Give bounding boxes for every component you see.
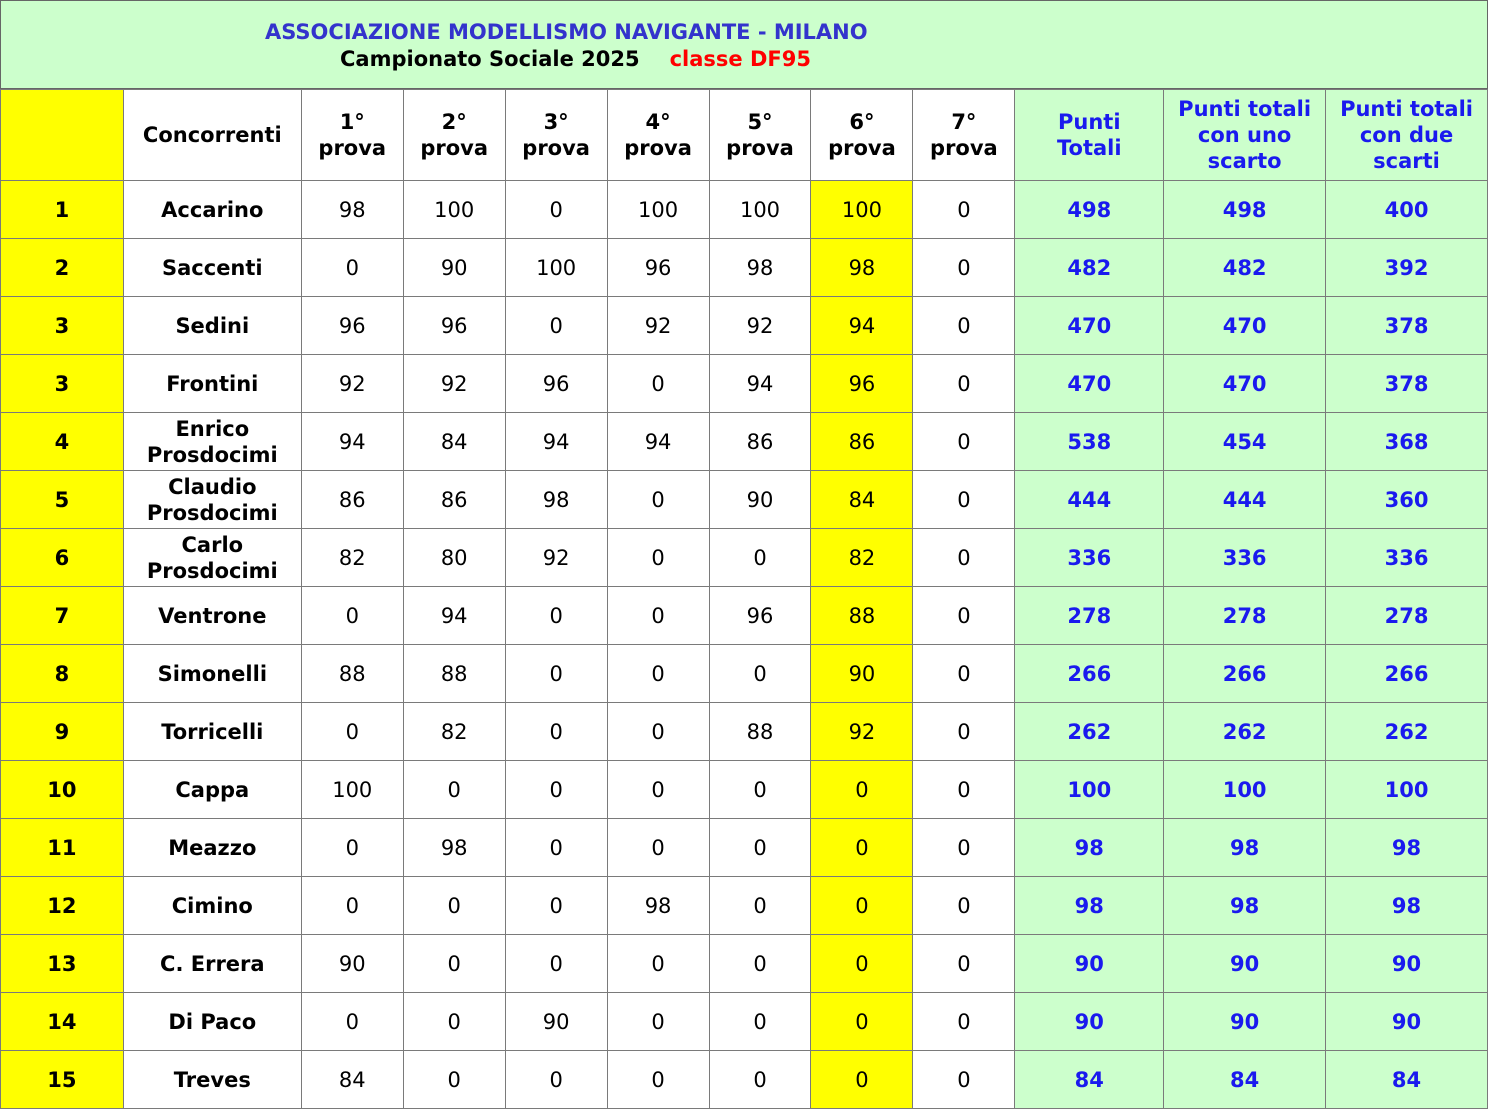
competitor-name [123,529,301,587]
competitor-name [123,1051,301,1109]
race-score-6: 0 [811,1051,913,1109]
race-score-7: 0 [913,645,1015,703]
race-score-2: 84 [403,413,505,471]
total-score-3: 84 [1326,1051,1488,1109]
header-total-2-text: con uno [1197,123,1292,147]
total-score-3: 98 [1326,819,1488,877]
competitor-name-text: Simonelli [157,661,268,686]
header-race-5 [709,90,811,181]
rank-cell: 9 [1,703,124,761]
header-race-6-text: prova [828,136,896,160]
total-score-1: 336 [1015,529,1164,587]
race-score-5: 86 [709,413,811,471]
rank-cell: 3 [1,297,124,355]
competitor-name [123,877,301,935]
header-race-2 [403,90,505,181]
rank-cell: 12 [1,877,124,935]
total-score-1: 98 [1015,877,1164,935]
table-row [1,703,1488,761]
competitor-name [123,413,301,471]
race-score-6: 98 [811,239,913,297]
race-score-2: 82 [403,703,505,761]
race-score-1: 88 [301,645,403,703]
header-race-4-text: prova [624,136,692,160]
rank-cell: 13 [1,935,124,993]
header-race-3-text: 3° [543,110,569,134]
competitor-name-text: Treves [173,1067,251,1092]
class-label: classe DF95 [669,47,811,71]
race-score-1: 100 [301,761,403,819]
race-score-5: 0 [709,993,811,1051]
total-score-1: 498 [1015,181,1164,239]
rank-cell: 2 [1,239,124,297]
race-score-5: 92 [709,297,811,355]
header-total-2 [1164,90,1326,181]
total-score-1: 98 [1015,819,1164,877]
rank-cell: 7 [1,587,124,645]
rank-cell: 8 [1,645,124,703]
total-score-3: 278 [1326,587,1488,645]
total-score-1: 100 [1015,761,1164,819]
race-score-7: 0 [913,297,1015,355]
race-score-4: 0 [607,761,709,819]
race-score-3: 0 [505,297,607,355]
header-race-3-text: prova [522,136,590,160]
header-rank [1,90,124,181]
race-score-3: 0 [505,877,607,935]
total-score-3: 378 [1326,355,1488,413]
race-score-2: 92 [403,355,505,413]
competitor-name [123,355,301,413]
race-score-4: 0 [607,703,709,761]
race-score-1: 92 [301,355,403,413]
table-row [1,1051,1488,1109]
race-score-4: 100 [607,181,709,239]
race-score-2: 98 [403,819,505,877]
competitor-name-text: Accarino [161,197,264,222]
table-header-row [1,90,1488,181]
total-score-2: 454 [1164,413,1326,471]
total-score-2: 336 [1164,529,1326,587]
association-title: ASSOCIAZIONE MODELLISMO NAVIGANTE - MILANO [265,20,868,44]
header-total-1-text: Punti [1058,110,1121,134]
total-score-3: 360 [1326,471,1488,529]
total-score-1: 482 [1015,239,1164,297]
race-score-5: 0 [709,645,811,703]
race-score-4: 0 [607,529,709,587]
race-score-7: 0 [913,935,1015,993]
table-row [1,993,1488,1051]
competitor-name [123,993,301,1051]
header-race-5-text: 5° [747,110,773,134]
total-score-1: 278 [1015,587,1164,645]
race-score-7: 0 [913,1051,1015,1109]
race-score-4: 98 [607,877,709,935]
competitor-name-text: Cimino [171,893,253,918]
race-score-7: 0 [913,529,1015,587]
race-score-7: 0 [913,181,1015,239]
header-race-2-text: 2° [441,110,467,134]
race-score-6: 0 [811,935,913,993]
header-total-3-text: con due [1359,123,1454,147]
total-score-2: 498 [1164,181,1326,239]
race-score-2: 94 [403,587,505,645]
race-score-4: 0 [607,1051,709,1109]
standings-table [0,89,1488,1109]
race-score-3: 0 [505,935,607,993]
race-score-2: 100 [403,181,505,239]
competitor-name-text: Torricelli [161,719,264,744]
race-score-6: 88 [811,587,913,645]
competitor-name [123,471,301,529]
race-score-5: 0 [709,1051,811,1109]
header-race-1 [301,90,403,181]
total-score-1: 470 [1015,297,1164,355]
total-score-2: 84 [1164,1051,1326,1109]
total-score-1: 266 [1015,645,1164,703]
race-score-1: 0 [301,819,403,877]
header-concorrenti: Concorrenti [123,90,301,181]
header-total-3 [1326,90,1488,181]
total-score-3: 100 [1326,761,1488,819]
total-score-2: 470 [1164,355,1326,413]
race-score-6: 92 [811,703,913,761]
race-score-5: 88 [709,703,811,761]
total-score-2: 98 [1164,819,1326,877]
competitor-name-text: Claudio [168,474,257,499]
race-score-6: 0 [811,993,913,1051]
total-score-3: 98 [1326,877,1488,935]
header-race-6-text: 6° [849,110,875,134]
competitor-name-text: Di Paco [168,1009,257,1034]
total-score-2: 262 [1164,703,1326,761]
race-score-2: 0 [403,877,505,935]
race-score-3: 0 [505,645,607,703]
race-score-2: 88 [403,645,505,703]
race-score-7: 0 [913,471,1015,529]
race-score-5: 0 [709,819,811,877]
race-score-4: 0 [607,935,709,993]
header-race-5-text: prova [726,136,794,160]
total-score-2: 278 [1164,587,1326,645]
total-score-1: 470 [1015,355,1164,413]
race-score-1: 98 [301,181,403,239]
race-score-3: 0 [505,819,607,877]
race-score-3: 100 [505,239,607,297]
race-score-3: 90 [505,993,607,1051]
rank-cell: 3 [1,355,124,413]
competitor-name-text: Carlo [181,532,244,557]
race-score-5: 0 [709,935,811,993]
race-score-3: 98 [505,471,607,529]
race-score-7: 0 [913,761,1015,819]
title-banner [0,0,1488,89]
total-score-1: 90 [1015,935,1164,993]
header-race-7-text: prova [930,136,998,160]
race-score-6: 96 [811,355,913,413]
competitor-name-text: Prosdocimi [146,558,278,583]
competitor-name [123,761,301,819]
competitor-name-text: Meazzo [168,835,257,860]
race-score-5: 0 [709,877,811,935]
table-row [1,297,1488,355]
rank-cell: 6 [1,529,124,587]
race-score-1: 84 [301,1051,403,1109]
total-score-2: 90 [1164,993,1326,1051]
total-score-2: 98 [1164,877,1326,935]
total-score-2: 100 [1164,761,1326,819]
total-score-3: 262 [1326,703,1488,761]
race-score-3: 0 [505,587,607,645]
header-race-1-text: 1° [339,110,365,134]
race-score-4: 96 [607,239,709,297]
race-score-1: 86 [301,471,403,529]
race-score-3: 0 [505,703,607,761]
total-score-1: 538 [1015,413,1164,471]
total-score-3: 392 [1326,239,1488,297]
table-body [1,181,1488,1109]
competitor-name-text: Prosdocimi [146,442,278,467]
table-row [1,471,1488,529]
table-row [1,355,1488,413]
race-score-5: 100 [709,181,811,239]
race-score-3: 92 [505,529,607,587]
header-race-6 [811,90,913,181]
header-total-3-text: scarti [1373,149,1440,173]
race-score-7: 0 [913,587,1015,645]
race-score-6: 84 [811,471,913,529]
competitor-name [123,935,301,993]
race-score-6: 0 [811,761,913,819]
race-score-1: 0 [301,993,403,1051]
race-score-2: 0 [403,935,505,993]
race-score-1: 82 [301,529,403,587]
race-score-1: 0 [301,877,403,935]
race-score-7: 0 [913,877,1015,935]
header-race-4 [607,90,709,181]
race-score-6: 90 [811,645,913,703]
header-total-1-text: Totali [1056,136,1122,160]
total-score-3: 90 [1326,935,1488,993]
race-score-3: 94 [505,413,607,471]
championship-subtitle [340,47,811,71]
race-score-7: 0 [913,819,1015,877]
competitor-name [123,587,301,645]
table-row [1,935,1488,993]
race-score-6: 0 [811,819,913,877]
total-score-3: 368 [1326,413,1488,471]
race-score-7: 0 [913,239,1015,297]
race-score-6: 0 [811,877,913,935]
competitor-name-text: Saccenti [162,255,263,280]
race-score-6: 100 [811,181,913,239]
header-race-2-text: prova [420,136,489,160]
rank-cell: 10 [1,761,124,819]
total-score-2: 266 [1164,645,1326,703]
total-score-1: 262 [1015,703,1164,761]
race-score-3: 0 [505,181,607,239]
competitor-name-text: C. Errera [160,951,265,976]
race-score-4: 92 [607,297,709,355]
race-score-4: 0 [607,645,709,703]
competitor-name [123,645,301,703]
competitor-name-text: Prosdocimi [146,500,278,525]
race-score-7: 0 [913,413,1015,471]
header-total-2-text: Punti totali [1178,97,1312,121]
competitor-name [123,181,301,239]
rank-cell: 4 [1,413,124,471]
competitor-name-text: Cappa [175,777,250,802]
race-score-5: 90 [709,471,811,529]
table-row [1,529,1488,587]
table-row [1,587,1488,645]
race-score-1: 94 [301,413,403,471]
table-row [1,181,1488,239]
total-score-2: 470 [1164,297,1326,355]
total-score-1: 444 [1015,471,1164,529]
rank-cell: 14 [1,993,124,1051]
competitor-name-text: Frontini [166,371,259,396]
rank-cell: 11 [1,819,124,877]
race-score-2: 0 [403,993,505,1051]
race-score-4: 0 [607,471,709,529]
header-total-1 [1015,90,1164,181]
race-score-1: 0 [301,587,403,645]
race-score-2: 96 [403,297,505,355]
table-row [1,761,1488,819]
race-score-6: 82 [811,529,913,587]
race-score-5: 96 [709,587,811,645]
race-score-2: 90 [403,239,505,297]
race-score-4: 0 [607,587,709,645]
total-score-3: 90 [1326,993,1488,1051]
race-score-3: 0 [505,1051,607,1109]
header-total-3-text: Punti totali [1340,97,1473,121]
competitor-name [123,703,301,761]
competitor-name-text: Ventrone [158,603,267,628]
race-score-7: 0 [913,993,1015,1051]
race-score-2: 86 [403,471,505,529]
race-score-1: 0 [301,703,403,761]
championship-name: Campionato Sociale 2025 [340,47,640,71]
competitor-name [123,297,301,355]
race-score-4: 0 [607,993,709,1051]
total-score-1: 90 [1015,993,1164,1051]
competitor-name [123,819,301,877]
competitor-name-text: Sedini [175,313,250,338]
race-score-6: 94 [811,297,913,355]
competitor-name-text: Enrico [175,416,250,441]
race-score-6: 86 [811,413,913,471]
header-race-7-text: 7° [951,110,977,134]
race-score-7: 0 [913,703,1015,761]
race-score-5: 98 [709,239,811,297]
race-score-1: 96 [301,297,403,355]
total-score-2: 90 [1164,935,1326,993]
race-score-3: 0 [505,761,607,819]
total-score-3: 336 [1326,529,1488,587]
race-score-1: 90 [301,935,403,993]
header-race-1-text: prova [318,136,387,160]
race-score-5: 94 [709,355,811,413]
total-score-2: 444 [1164,471,1326,529]
competitor-name [123,239,301,297]
race-score-4: 0 [607,819,709,877]
total-score-1: 84 [1015,1051,1164,1109]
rank-cell: 15 [1,1051,124,1109]
table-row [1,239,1488,297]
table-row [1,413,1488,471]
table-row [1,819,1488,877]
total-score-2: 482 [1164,239,1326,297]
rank-cell: 5 [1,471,124,529]
race-score-7: 0 [913,355,1015,413]
race-score-4: 94 [607,413,709,471]
header-race-3 [505,90,607,181]
race-score-5: 0 [709,761,811,819]
total-score-3: 378 [1326,297,1488,355]
table-row [1,877,1488,935]
race-score-2: 0 [403,1051,505,1109]
race-score-4: 0 [607,355,709,413]
race-score-2: 80 [403,529,505,587]
race-score-5: 0 [709,529,811,587]
total-score-3: 266 [1326,645,1488,703]
header-total-2-text: scarto [1207,149,1282,173]
race-score-1: 0 [301,239,403,297]
rank-cell: 1 [1,181,124,239]
race-score-2: 0 [403,761,505,819]
table-row [1,645,1488,703]
header-race-4-text: 4° [645,110,671,134]
header-race-7 [913,90,1015,181]
total-score-3: 400 [1326,181,1488,239]
race-score-3: 96 [505,355,607,413]
